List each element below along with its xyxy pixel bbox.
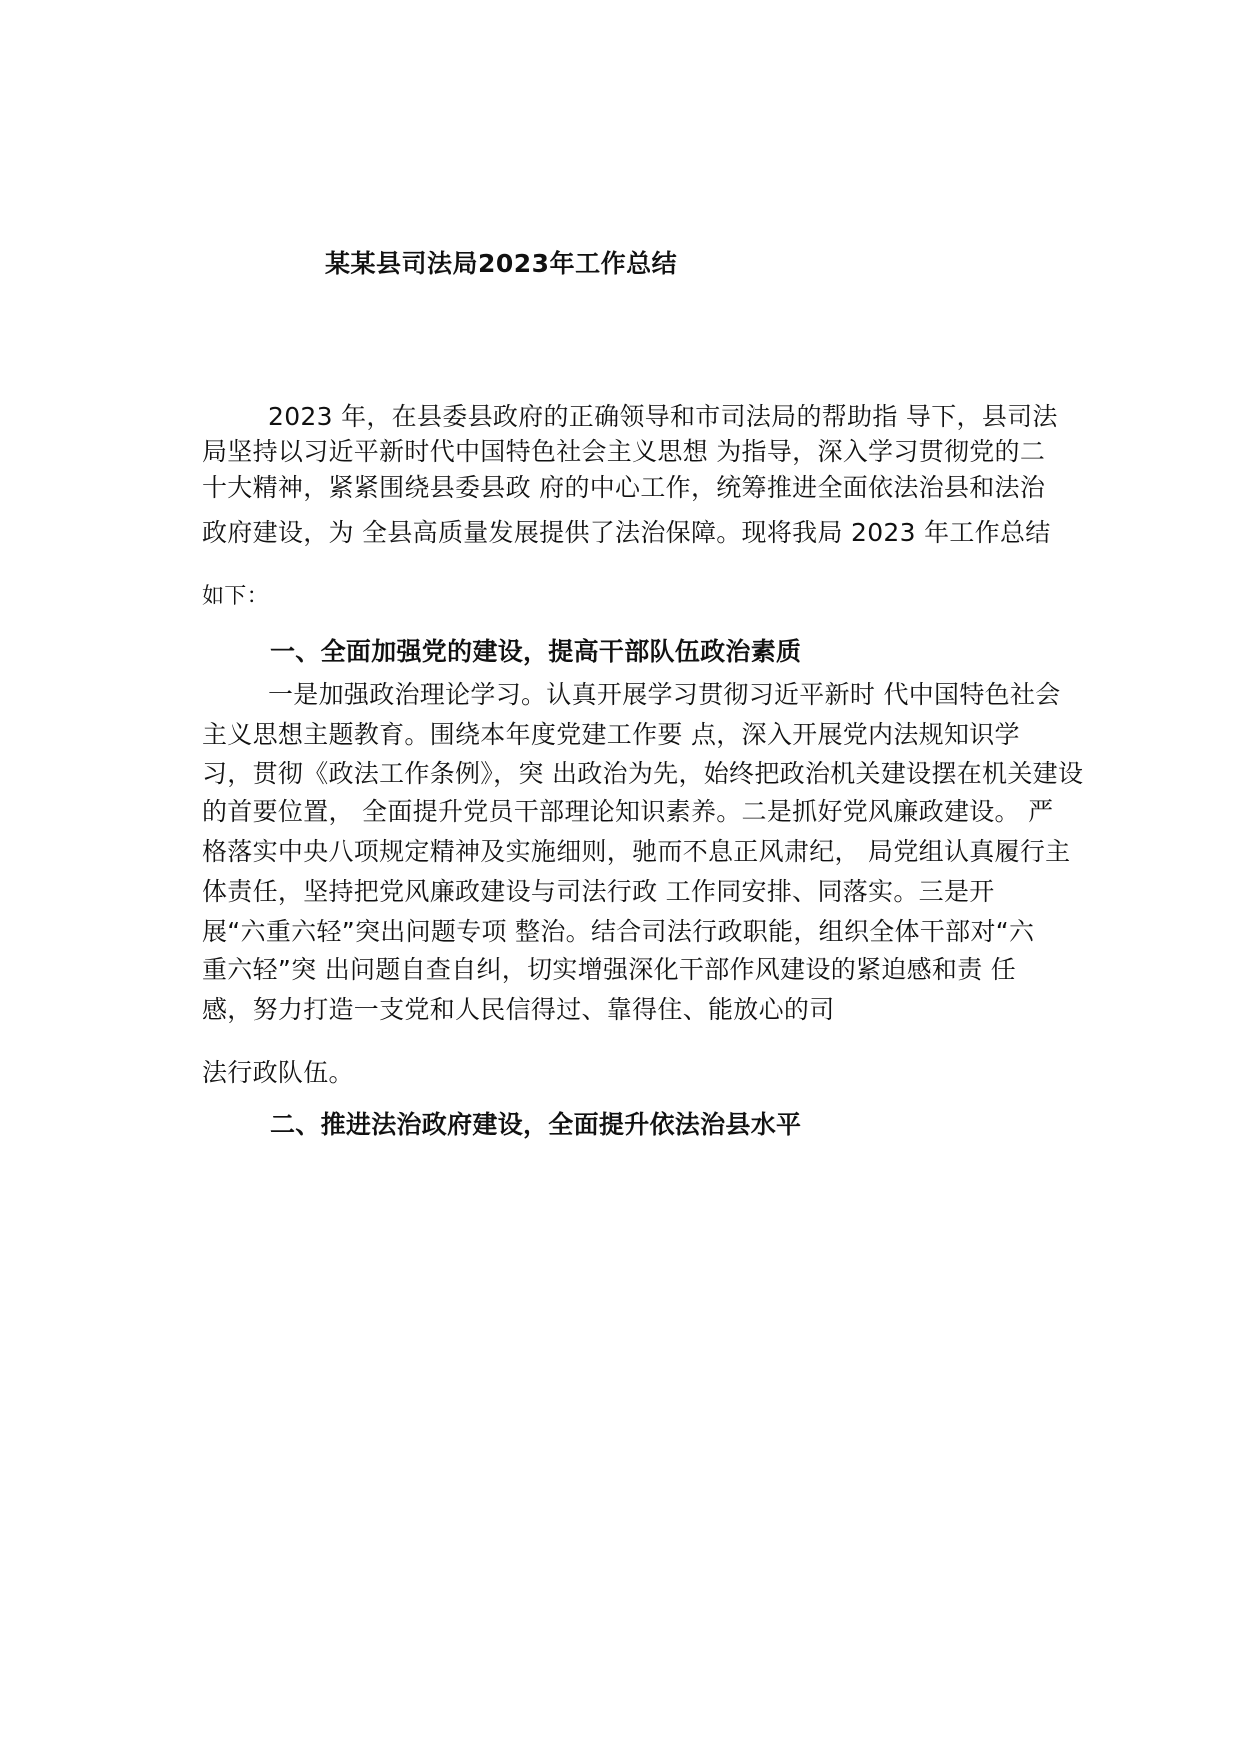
- paragraph-line: 体责任，坚持把党风廉政建设与司法行政 工作同安排、同落实。三是开: [202, 877, 995, 906]
- paragraph-line: 主义思想主题教育。围绕本年度党建工作要 点，深入开展党内法规知识学: [202, 720, 1020, 749]
- intro-tail: 如下：: [202, 584, 269, 609]
- intro-line: 2023 年，在县委县政府的正确领导和市司法局的帮助指 导下，县司法: [268, 402, 1058, 431]
- document-title: 某某县司法局2023年工作总结: [325, 249, 678, 278]
- paragraph-line: 重六轻”突 出问题自查自纠，切实增强深化干部作风建设的紧迫感和责 任: [202, 955, 1017, 984]
- intro-line: 局坚持以习近平新时代中国特色社会主义思想 为指导，深入学习贯彻党的二: [202, 437, 1046, 466]
- intro-line: 十大精神，紧紧围绕县委县政 府的中心工作，统筹推进全面依法治县和法治: [202, 473, 1046, 502]
- paragraph-line: 格落实中央八项规定精神及实施细则，驰而不息正风肃纪， 局党组认真履行主: [202, 837, 1071, 866]
- paragraph-line: 一是加强政治理论学习。认真开展学习贯彻习近平新时 代中国特色社会: [268, 680, 1061, 709]
- paragraph-line: 习，贯彻《政法工作条例》，突 出政治为先，始终把政治机关建设摆在机关建设: [202, 759, 1084, 788]
- paragraph-tail: 法行政队伍。: [202, 1058, 354, 1087]
- paragraph-line: 感，努力打造一支党和人民信得过、靠得住、能放心的司: [202, 995, 835, 1024]
- paragraph-line: 展“六重六轻”突出问题专项 整治。结合司法行政职能，组织全体干部对“六: [202, 917, 1035, 946]
- paragraph-line: 的首要位置， 全面提升党员干部理论知识素养。二是抓好党风廉政建设。 严: [202, 797, 1054, 826]
- section-heading: 一、全面加强党的建设，提高干部队伍政治素质: [270, 637, 802, 666]
- section-heading: 二、推进法治政府建设，全面提升依法治县水平: [270, 1110, 802, 1139]
- intro-line: 政府建设，为 全县高质量发展提供了法治保障。现将我局 2023 年工作总结: [202, 518, 1051, 547]
